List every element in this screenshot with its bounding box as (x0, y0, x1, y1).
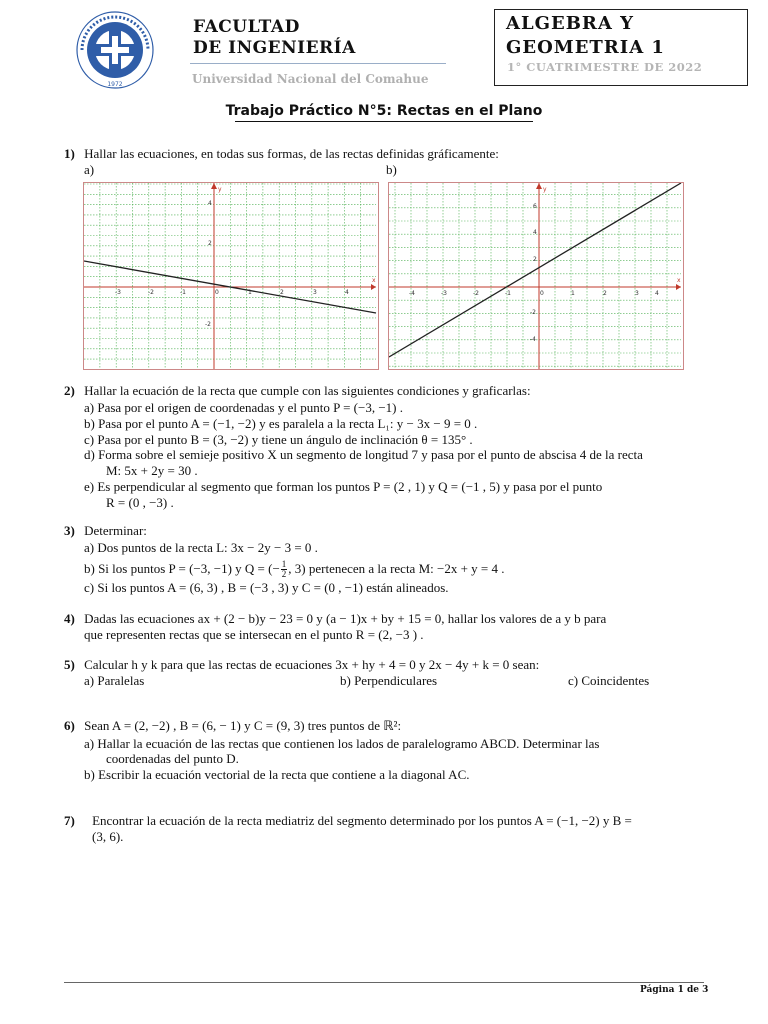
graph-a-xtick: -1 (180, 289, 186, 296)
ex3-number: 3) (64, 523, 75, 538)
ex6-item-a1: a) Hallar la ecuación de las rectas que contienen los lados de paralelogramo ABCD. Determinar las (84, 736, 600, 751)
ex3-item-b (84, 557, 505, 581)
graph-b-x-label: x (677, 277, 681, 284)
ex2-line (64, 383, 531, 399)
ex5-text: Calcular h y k para que las rectas de ecuaciones 3x + hy + 4 = 0 y 2x − 4y + k = 0 sean: (84, 657, 540, 672)
graph-b-ytick: 6 (533, 203, 537, 210)
graph-b-xtick: 0 (540, 290, 544, 297)
fraction-denominator: 2 (281, 568, 287, 579)
graph-a-xtick: 2 (280, 289, 284, 296)
graph-b-xtick: -2 (473, 290, 479, 297)
ex2-item-e2: R = (0 , −3) . (106, 495, 174, 510)
graph-b-xtick: 1 (571, 290, 575, 297)
graph-a-ytick: -2 (205, 321, 211, 328)
graph-b-xtick: -4 (409, 290, 415, 297)
page-title: Trabajo Práctico N°5: Rectas en el Plano (225, 103, 543, 119)
graph-a-xtick: -2 (148, 289, 154, 296)
ex6-text: Sean A = (2, −2) , B = (6, − 1) y C = (9, 3) tres puntos de ℝ²: (84, 718, 402, 733)
graph-a-xtick: 0 (215, 289, 219, 296)
ex7-text1: Encontrar la ecuación de la recta mediatriz del segmento determinado por los puntos A = (−1, −2) y B = (92, 813, 632, 828)
faculty-name-line1: FACULTAD (193, 17, 300, 37)
ex3-text: Determinar: (84, 523, 147, 538)
graph-a-xtick: 4 (345, 289, 349, 296)
ex4-line1 (64, 611, 606, 627)
graph-a-y-label: y (218, 186, 222, 193)
ex5-item-c: c) Coincidentes (568, 673, 650, 688)
graph-a-xtick: 1 (248, 289, 252, 296)
ex5-number: 5) (64, 657, 75, 672)
ex2-item-c: c) Pasa por el punto B = (3, −2) y tiene un ángulo de inclinación θ = 135° . (84, 432, 473, 447)
ex1-line (64, 146, 499, 162)
ex5-line (64, 657, 539, 673)
graph-b-xtick: 3 (635, 290, 639, 297)
ex6-item-a2: coordenadas del punto D. (106, 751, 239, 766)
graph-a-xtick: 3 (313, 289, 317, 296)
ex3-item-b-pre: b) Si los puntos P = (−3, −1) y Q = (− (84, 561, 280, 576)
page-number: Página 1 de 3 (640, 985, 709, 995)
subject-line2: GEOMETRIA 1 (506, 37, 665, 58)
ex6-item-b: b) Escribir la ecuación vectorial de la recta que contiene a la diagonal AC. (84, 767, 470, 782)
graph-b (388, 182, 684, 370)
graph-b-x-arrow (676, 284, 681, 290)
graph-a (83, 182, 379, 370)
graph-b-ytick: 2 (533, 256, 537, 263)
ex5-item-a: a) Paralelas (84, 673, 145, 688)
graph-b-ytick: 4 (533, 229, 537, 236)
fraction-numerator: 1 (281, 558, 287, 569)
ex2-item-e1: e) Es perpendicular al segmento que forman los puntos P = (2 , 1) y Q = (−1 , 5) y pasa por el punto (84, 479, 603, 494)
ex3-fraction (281, 560, 288, 579)
ex2-number: 2) (64, 383, 75, 398)
logo-year: 1972 (107, 81, 123, 88)
ex6-line (64, 718, 401, 734)
ex2-item-d1: d) Forma sobre el semieje positivo X un segmento de longitud 7 y pasa por el punto de abscisa 4 de la recta (84, 447, 643, 462)
graph-a-x-label: x (372, 277, 376, 284)
subject-line1: ALGEBRA Y (506, 13, 634, 34)
ex2-item-d2: M: 5x + 2y = 30 . (106, 463, 198, 478)
ex2-text: Hallar la ecuación de la recta que cumple con las siguientes condiciones y graficarlas: (84, 383, 531, 398)
graph-a-grid (84, 183, 376, 369)
ex1-label-a: a) (84, 162, 95, 177)
faculty-name-line2: DE INGENIERÍA (193, 38, 356, 58)
title-underline (235, 121, 533, 122)
graph-a-xtick: -3 (115, 289, 121, 296)
ex2-item-a: a) Pasa por el origen de coordenadas y el punto P = (−3, −1) . (84, 400, 403, 415)
graph-b-y-arrow (536, 183, 542, 189)
ex3-item-b-post: , 3) pertenecen a la recta M: −2x + y = 4 . (288, 561, 505, 576)
ex7-line2: (3, 6). (92, 829, 124, 844)
graph-a-x-arrow (371, 284, 376, 290)
ex4-text1: Dadas las ecuaciones ax + (2 − b)y − 23 = 0 y (a − 1)x + by + 15 = 0, hallar los valores de a y b para (84, 611, 607, 626)
ex3-item-c: c) Si los puntos A = (6, 3) , B = (−3 , 3) y C = (0 , −1) están alineados. (84, 580, 449, 595)
graph-b-xtick: -1 (505, 290, 511, 297)
ex1-label-b: b) (386, 162, 397, 177)
footer-divider (64, 982, 704, 983)
graph-a-ytick: 4 (208, 200, 212, 207)
ex4-line2: que representen rectas que se intersecan en el punto R = (2, −3 ) . (84, 627, 424, 642)
university-name: Universidad Nacional del Comahue (192, 72, 429, 86)
header-divider (190, 63, 446, 64)
ex1-number: 1) (64, 146, 75, 161)
graph-a-ytick: 2 (208, 240, 212, 247)
ex5-item-b: b) Perpendiculares (340, 673, 438, 688)
graph-b-xtick: 2 (603, 290, 607, 297)
term-label: 1° CUATRIMESTRE DE 2022 (507, 60, 703, 74)
graph-b-y-label: y (543, 186, 547, 193)
ex2-item-b: b) Pasa por el punto A = (−1, −2) y es paralela a la recta L₁: y − 3x − 9 = 0 . (84, 416, 478, 431)
graph-b-xtick: 4 (655, 290, 659, 297)
ex3-line (64, 523, 147, 539)
ex4-number: 4) (64, 611, 75, 626)
graph-b-ytick: -4 (530, 336, 536, 343)
ex7-line1 (64, 813, 632, 829)
ex6-number: 6) (64, 718, 75, 733)
ex7-number: 7) (64, 813, 75, 828)
ex3-item-a: a) Dos puntos de la recta L: 3x − 2y − 3 = 0 . (84, 540, 318, 555)
ex1-text: Hallar las ecuaciones, en todas sus formas, de las rectas definidas gráficamente: (84, 146, 499, 161)
graph-b-xtick: -3 (441, 290, 447, 297)
university-logo (70, 10, 160, 90)
graph-b-ytick: -2 (530, 309, 536, 316)
